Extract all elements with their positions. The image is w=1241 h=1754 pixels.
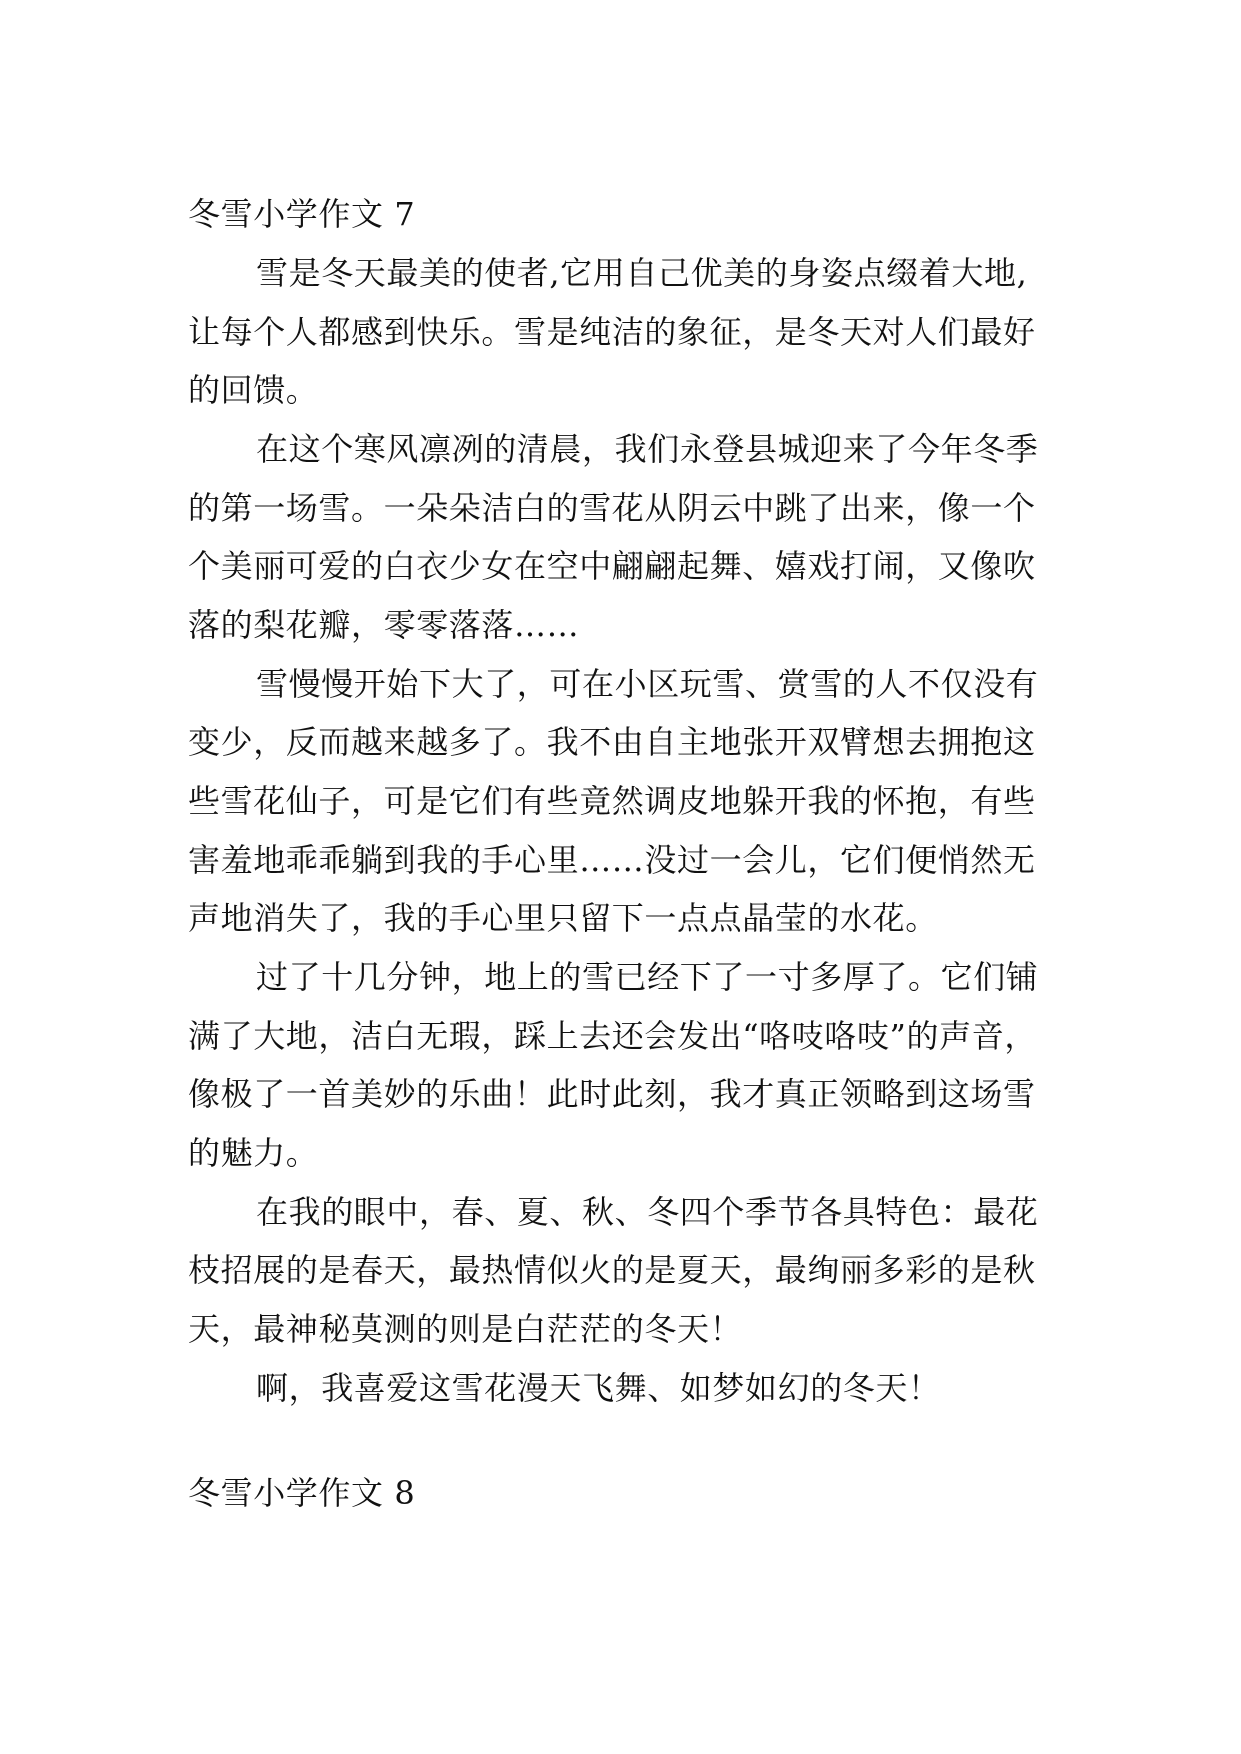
paragraph-3-line-3: 些雪花仙子，可是它们有些竟然调皮地躲开我的怀抱，有些	[188, 782, 1036, 820]
section-title-8: 冬雪小学作文 8	[188, 1474, 416, 1512]
paragraph-1-line-1: 雪是冬天最美的使者,它用自己优美的身姿点缀着大地,	[256, 254, 1028, 292]
paragraph-2-line-3: 个美丽可爱的白衣少女在空中翩翩起舞、嬉戏打闹，又像吹	[188, 547, 1036, 585]
paragraph-2-line-1: 在这个寒风凛冽的清晨，我们永登县城迎来了今年冬季	[256, 430, 1039, 468]
paragraph-2-line-2: 的第一场雪。一朵朵洁白的雪花从阴云中跳了出来，像一个	[188, 489, 1036, 527]
paragraph-2-line-4: 落的梨花瓣，零零落落……	[188, 606, 580, 644]
paragraph-5-line-2: 枝招展的是春天，最热情似火的是夏天，最绚丽多彩的是秋	[188, 1251, 1036, 1289]
paragraph-3-line-5: 声地消失了，我的手心里只留下一点点晶莹的水花。	[188, 899, 938, 937]
paragraph-4-line-2: 满了大地，洁白无瑕，踩上去还会发出“咯吱咯吱”的声音，	[188, 1017, 1037, 1055]
paragraph-1-line-3: 的回馈。	[188, 371, 319, 409]
paragraph-4-line-4: 的魅力。	[188, 1134, 319, 1172]
paragraph-5-line-3: 天，最神秘莫测的则是白茫茫的冬天！	[188, 1310, 743, 1348]
paragraph-6-line-1: 啊，我喜爱这雪花漫天飞舞、如梦如幻的冬天！	[256, 1369, 941, 1407]
paragraph-3-line-1: 雪慢慢开始下大了，可在小区玩雪、赏雪的人不仅没有	[256, 665, 1039, 703]
paragraph-1-line-2: 让每个人都感到快乐。雪是纯洁的象征，是冬天对人们最好	[188, 313, 1036, 351]
paragraph-5-line-1: 在我的眼中，春、夏、秋、冬四个季节各具特色：最花	[256, 1193, 1039, 1231]
paragraph-3-line-4: 害羞地乖乖躺到我的手心里……没过一会儿，它们便悄然无	[188, 841, 1036, 879]
paragraph-4-line-1: 过了十几分钟，地上的雪已经下了一寸多厚了。它们铺	[256, 958, 1039, 996]
section-title-7: 冬雪小学作文 7	[188, 195, 416, 233]
paragraph-3-line-2: 变少，反而越来越多了。我不由自主地张开双臂想去拥抱这	[188, 723, 1036, 761]
paragraph-4-line-3: 像极了一首美妙的乐曲！此时此刻，我才真正领略到这场雪	[188, 1075, 1036, 1113]
